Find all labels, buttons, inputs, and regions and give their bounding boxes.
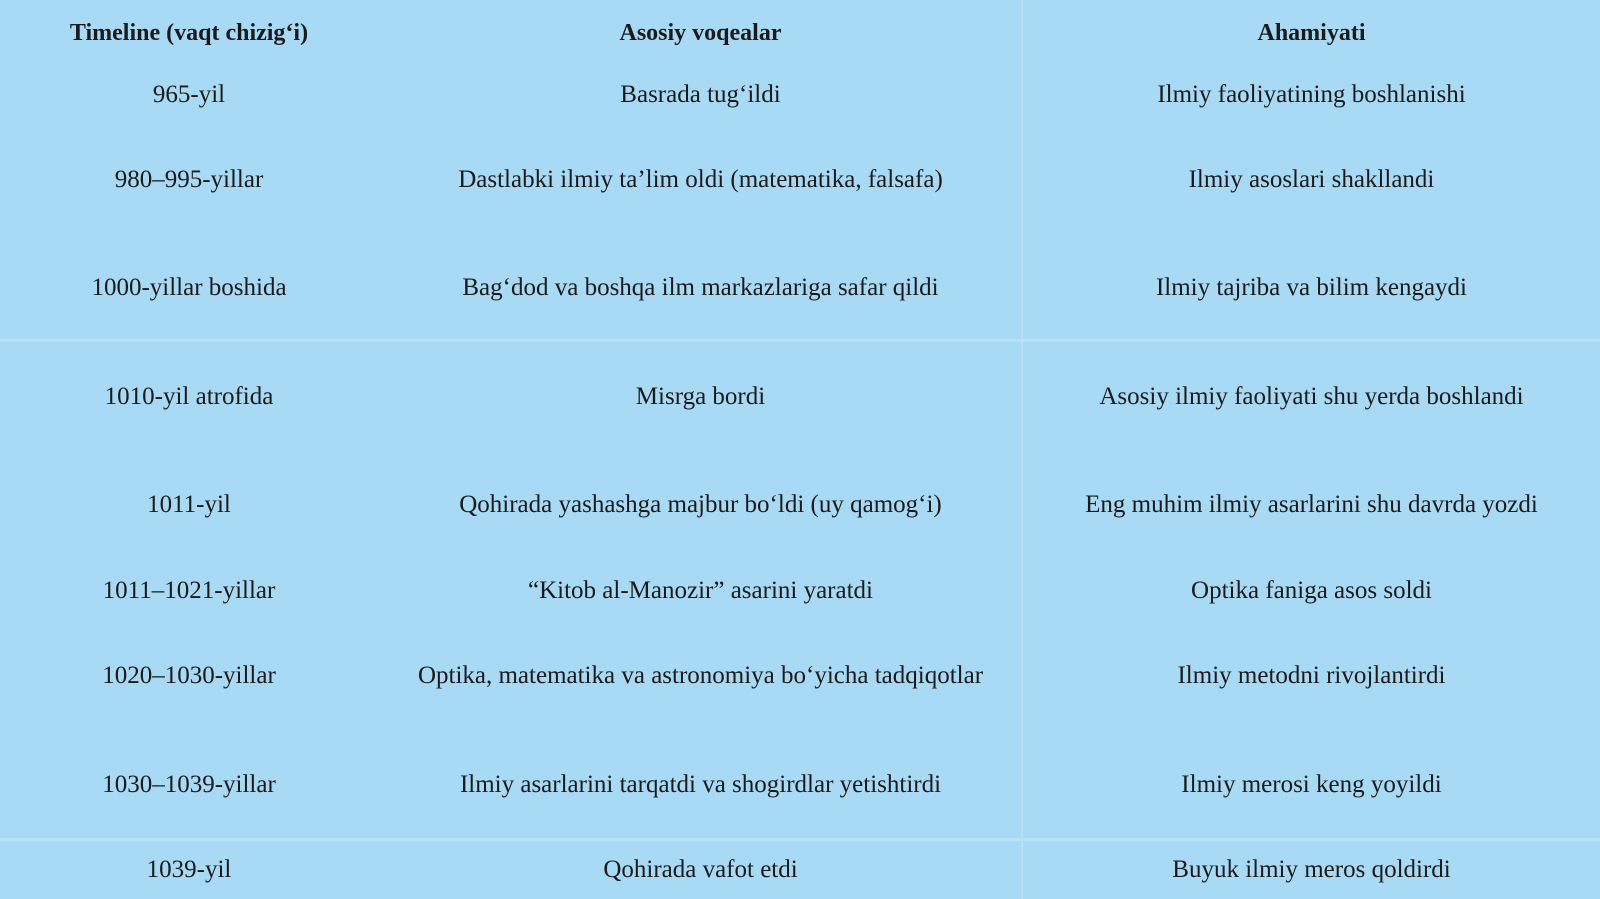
timeline-cell: 1030–1039-yillar (102, 771, 276, 798)
column-header-events: Asosiy voqealar (619, 19, 782, 46)
event-cell: Misrga bordi (635, 383, 766, 410)
table-row (0, 372, 1600, 422)
significance-cell: Buyuk ilmiy meros qoldirdi (1172, 856, 1451, 883)
event-cell: “Kitob al-Manozir” asarini yaratdi (528, 577, 873, 604)
significance-cell: Ilmiy merosi keng yoyildi (1181, 771, 1442, 798)
table-header-row (0, 6, 1600, 60)
event-cell: Dastlabki ilmiy ta’lim oldi (matematika, falsafa) (458, 166, 943, 193)
row-divider (0, 339, 1600, 342)
significance-cell: Eng muhim ilmiy asarlarini shu davrda yozdi (1085, 491, 1538, 518)
table-row (0, 651, 1600, 701)
timeline-cell: 1011-yil (147, 491, 231, 518)
timeline-cell: 1011–1021-yillar (102, 577, 276, 604)
significance-cell: Ilmiy tajriba va bilim kengaydi (1155, 274, 1468, 301)
table-row (0, 845, 1600, 895)
table-row (0, 480, 1600, 530)
event-cell: Bag‘dod va boshqa ilm markazlariga safar qildi (462, 274, 939, 301)
significance-cell: Ilmiy faoliyatining boshlanishi (1157, 81, 1466, 108)
event-cell: Optika, matematika va astronomiya bo‘yicha tadqiqotlar (417, 662, 984, 689)
timeline-cell: 980–995-yillar (114, 166, 264, 193)
column-header-timeline: Timeline (vaqt chizig‘i) (69, 19, 309, 46)
timeline-cell: 1020–1030-yillar (102, 662, 276, 689)
event-cell: Qohirada vafot etdi (603, 856, 798, 883)
table-row (0, 70, 1600, 120)
significance-cell: Ilmiy asoslari shakllandi (1188, 166, 1435, 193)
significance-cell: Ilmiy metodni rivojlantirdi (1177, 662, 1446, 689)
table-row (0, 566, 1600, 616)
column-header-significance: Ahamiyati (1257, 19, 1366, 46)
significance-cell: Optika faniga asos soldi (1191, 577, 1432, 604)
timeline-cell: 1000-yillar boshida (91, 274, 287, 301)
significance-cell: Asosiy ilmiy faoliyati shu yerda boshlandi (1099, 383, 1524, 410)
timeline-cell: 1010-yil atrofida (104, 383, 274, 410)
event-cell: Basrada tug‘ildi (620, 81, 781, 108)
row-divider (0, 838, 1600, 841)
event-cell: Qohirada yashashga majbur bo‘ldi (uy qamog‘i) (459, 491, 942, 518)
timeline-cell: 965-yil (152, 81, 226, 108)
table-row (0, 263, 1600, 313)
event-cell: Ilmiy asarlarini tarqatdi va shogirdlar yetishtirdi (459, 771, 942, 798)
timeline-cell: 1039-yil (146, 856, 232, 883)
table-row (0, 760, 1600, 810)
table-row (0, 155, 1600, 205)
